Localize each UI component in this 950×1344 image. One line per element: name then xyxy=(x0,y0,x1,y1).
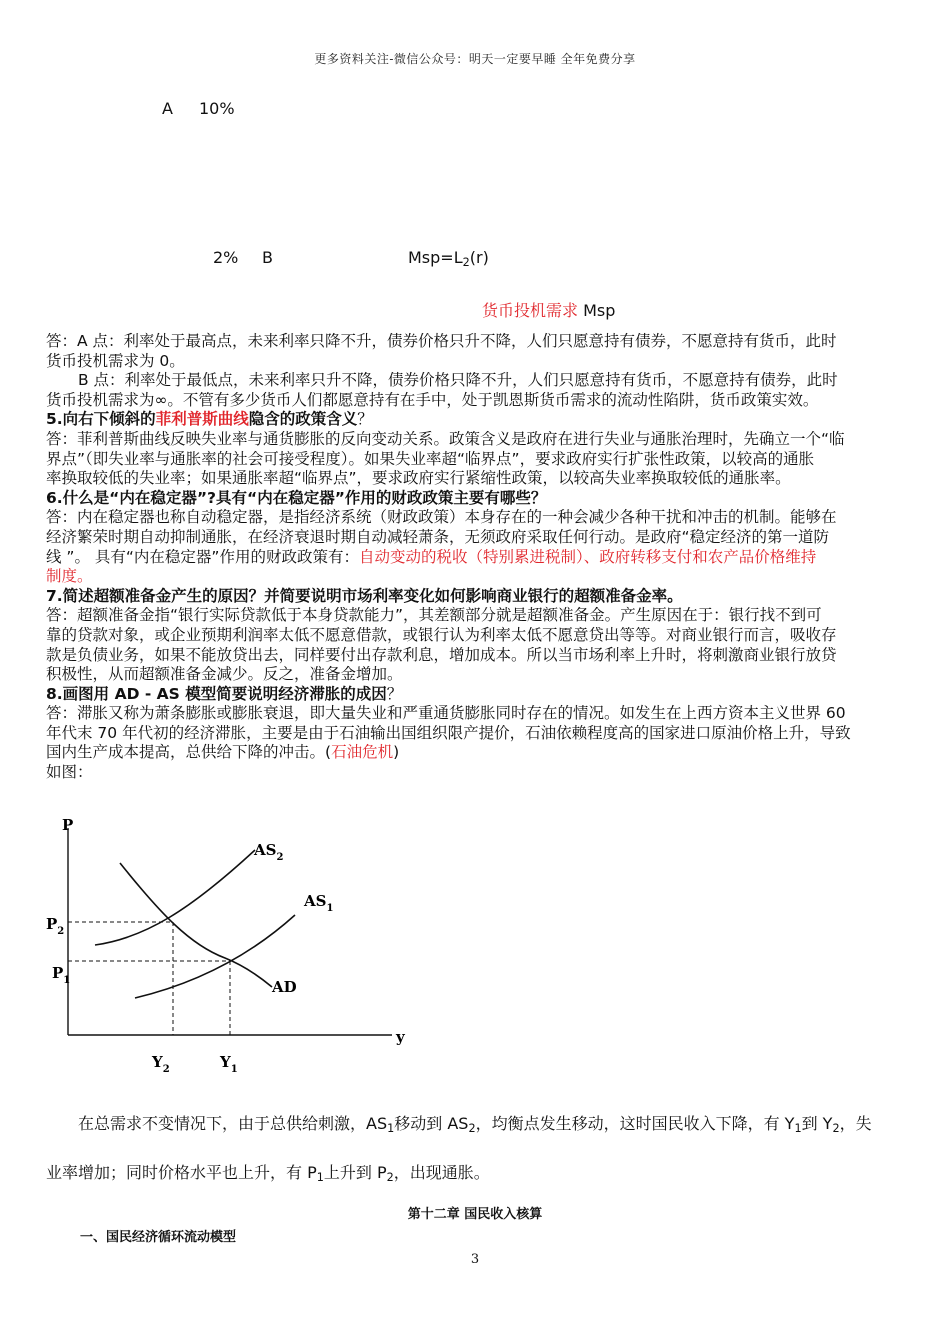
ad-as-diagram xyxy=(40,810,420,1085)
question-7: 7.简述超额准备金产生的原因？并简要说明市场利率变化如何影响商业银行的超额准备金率。 xyxy=(46,586,683,605)
answer-5-line2: 界点”（即失业率与通胀率的社会可接受程度）。如果失业率超“临界点”，要求政府实行扩张性政策，以较高的通胀 xyxy=(46,449,815,468)
answer-8-line4: 如图： xyxy=(46,763,93,782)
answer-5-line3: 率换取较低的失业率；如果通胀率超“临界点”，要求政府实行紧缩性政策，以较高失业率换取较低的通胀率。 xyxy=(46,469,791,488)
as2-curve xyxy=(95,850,255,945)
answer-a-line2: 货币投机需求为 0。 xyxy=(46,351,185,370)
section-title: 一、国民经济循环流动模型 xyxy=(80,1230,237,1245)
answer-text-block xyxy=(46,332,908,783)
answer-5-line1: 答：菲利普斯曲线反映失业率与通货膨胀的反向变动关系。政策含义是政府在进行失业与通胀治理时，先确立一个“临 xyxy=(46,429,845,448)
p-axis-label: P xyxy=(62,816,74,834)
p1-label: $P_1$ xyxy=(52,964,71,986)
answer-a-line1: 答：A 点：利率处于最高点，未来利率只降不升，债券价格只升不降，人们只愿意持有债券，不愿意持有货币，此时 xyxy=(46,332,837,350)
as2-label: $AS_2$ xyxy=(254,841,284,863)
p2-label: $P_2$ xyxy=(46,915,65,937)
answer-7-line3: 款是负债业务，如果不能放贷出去，同样要付出存款利息，增加成本。所以当市场利率上升时，将刺激商业银行放贷 xyxy=(46,645,837,664)
question-8: 8.画图用 AD - AS 模型简要说明经济滞胀的成因？ xyxy=(46,684,403,703)
answer-8-line1: 答：滞胀又称为萧条膨胀或膨胀衰退，即大量失业和严重通货膨胀同时存在的情况。如发生在上西方资本主义世界 60 xyxy=(46,704,846,723)
answer-6-line4: 制度。 xyxy=(46,567,93,586)
as1-label: $AS_1$ xyxy=(304,892,334,914)
point-a-label: A xyxy=(162,99,173,118)
y1-label: $Y_1$ xyxy=(220,1053,238,1075)
ad-label: AD xyxy=(272,978,297,996)
page-header: 更多资料关注-微信公众号：明天一定要早睡 全年免费分享 xyxy=(314,52,636,66)
ad-curve xyxy=(120,863,272,987)
conclusion-line1: 在总需求不变情况下，由于总供给刺激，$AS_1$移动到 $AS_2$，均衡点发生移动，这时国民收入下降，有 $Y_1$到 $Y_2$，失 xyxy=(78,1114,872,1135)
point-b-label: B xyxy=(262,248,273,267)
page-number: 3 xyxy=(470,1252,480,1267)
conclusion-line2: 业率增加；同时价格水平也上升，有 $P_1$上升到 $P_2$，出现通胀。 xyxy=(46,1163,490,1184)
chapter-title: 第十二章 国民收入核算 xyxy=(407,1207,543,1222)
answer-8-line2: 年代末 70 年代初的经济滞胀，主要是由于石油输出国组织限产提价，石油依赖程度高的国家进口原油价格上升，导致 xyxy=(46,723,851,742)
question-5: 5.向右下倾斜的菲利普斯曲线隐含的政策含义？ xyxy=(46,410,373,429)
answer-7-line2: 靠的贷款对象，或企业预期利润率太低不愿意借款，或银行认为利率太低不愿意贷出等等。对商业银行而言，吸收存 xyxy=(46,625,837,644)
answer-6-line3: 线 ”。 具有“内在稳定器”作用的财政政策有：自动变动的税收（特别累进税制）、政府转移支付和农产品价格维持 xyxy=(46,547,817,566)
msp-equation: $Msp=L_2(r)$ xyxy=(408,248,489,269)
rate-low-label: 2% xyxy=(213,248,239,267)
rate-high-label: 10% xyxy=(199,99,235,118)
answer-6-line2: 经济繁荣时期自动抑制通胀，在经济衰退时期自动减轻萧条，无须政府采取任何行动。是政府“稳定经济的第一道防 xyxy=(46,527,830,546)
answer-7-line1: 答：超额准备金指“银行实际贷款低于本身贷款能力”，其差额部分就是超额准备金。产生原因在于：银行找不到可 xyxy=(46,606,822,625)
answer-b-line1: B 点：利率处于最低点，未来利率只升不降，债券价格只降不升，人们只愿意持有货币，不愿意持有债券，此时 xyxy=(78,371,838,390)
y-axis-label: y xyxy=(396,1028,405,1046)
answer-6-line1: 答：内在稳定器也称自动稳定器，是指经济系统（财政政策）本身存在的一种会减少各种干扰和冲击的机制。能够在 xyxy=(46,508,837,527)
answer-b-line2: 货币投机需求为∞。不管有多少货币人们都愿意持有在手中，处于凯恩斯货币需求的流动性陷阱，货币政策实效。 xyxy=(46,390,819,409)
answer-8-line3: 国内生产成本提高，总供给下降的冲击。(石油危机) xyxy=(46,743,400,762)
msp-caption: 货币投机需求 Msp xyxy=(482,301,616,320)
question-6: 6.什么是“内在稳定器”?具有“内在稳定器”作用的财政政策主要有哪些？ xyxy=(46,488,547,507)
y2-label: $Y_2$ xyxy=(152,1053,170,1075)
answer-7-line4: 积极性，从而超额准备金减少。反之，准备金增加。 xyxy=(46,665,403,684)
